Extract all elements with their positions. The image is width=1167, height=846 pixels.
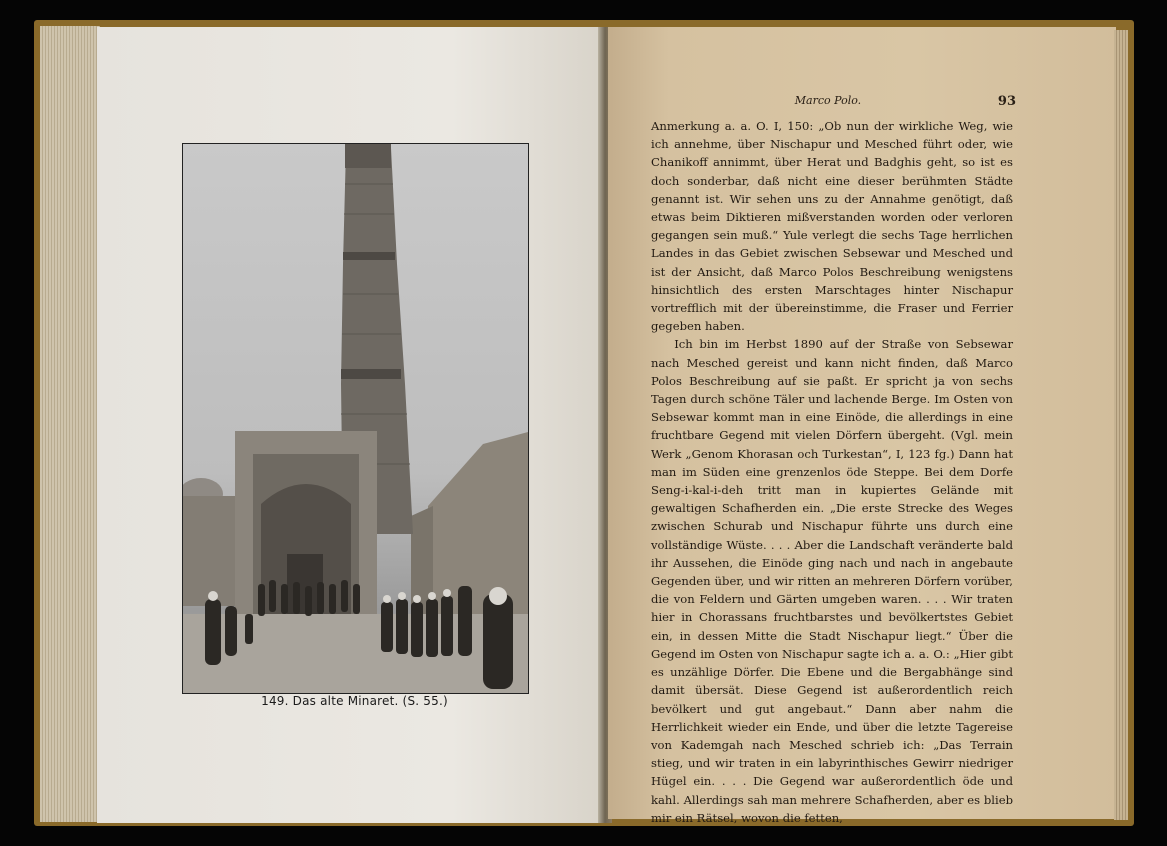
body-text [651, 117, 1013, 827]
minaret-photo-illustration [183, 144, 528, 693]
running-title: Marco Polo. [794, 94, 862, 107]
paragraph: Ich bin im Herbst 1890 auf der Straße von Sebsewar nach Mesched gereist und kann nicht finden, daß Marco Polos Beschreibung auf sie paßt. Er spricht ja von sechs Tagen durch schöne Täler und lachende Berge. Im Osten von Sebsewar kommt man in eine Einöde, die allerdings in eine fruchtbare Gegend mit vielen Dörfern übergeht. (Vgl. mein Werk „Genom Khorasan och Turkestan“, I, 123 fg.) Dann hat man im Süden eine grenzenlos öde Steppe. Bei dem Dorfe Seng-i-kal-i-deh tritt man in kupiertes Gelände mit gewaltigen Schafherden ein. „Die erste Strecke des Weges zwischen Schurab und Nischapur führte uns durch eine vollständige Wüste. . . . Aber die Landschaft veränderte bald ihr Aussehen, die Einöde ging nach und nach in angebaute Gegenden über, und wir ritten an mehreren Dörfern vorüber, die von Feldern und Gärten umgeben waren. . . . Wir traten hier in Chorassans fruchtbarstes und bevölkertstes Gebiet ein, in dessen Mitte die Stadt Nischapur liegt.“ Über die Gegend im Osten von Nischapur sagte ich a. a. O.: „Hier gibt es unzählige Dörfer. Die Ebene und die Bergabhänge sind damit übersät. Diese Gegend ist außerordentlich reich bevölkert und gut angebaut.“ Dann aber nahm die Herrlichkeit wieder ein Ende, und über die letzte Tagereise von Kademgah nach Mesched schrieb ich: „Das Terrain stieg, und wir traten in ein labyrinthisches Gewirr niedriger Hügel ein. . . . Die Gegend war außerordentlich öde und kahl. Allerdings sah man mehrere Schafherden, aber es blieb mir ein Rätsel, wovon die fetten, [651, 337, 1013, 825]
page-number: 93 [997, 94, 1016, 109]
right-page-stack [1114, 30, 1128, 820]
paragraph: Anmerkung a. a. O. I, 150: „Ob nun der wirkliche Weg, wie ich annehme, über Nischapur und Mesched führt oder, wie Chanikoff annimmt, über Herat und Badghis geht, so ist es doch sonderbar, daß nicht eine dieser berühmten Städte genannt ist. Wir sehen uns zu der Annahme genötigt, daß etwas beim Diktieren mißverstanden worden oder verloren gegangen sein muß.“ Yule verlegt die sechs Tage herrlichen Landes in das Gebiet zwischen Sebsewar und Mesched und ist der Ansicht, daß Marco Polos Beschreibung wenigstens hinsichtlich des ersten Marschtages hinter Nischapur vortrefflich mit der übereinstimme, die Fraser und Ferrier gegeben haben. [651, 119, 1013, 334]
figure-caption: 149. Das alte Minaret. (S. 55.) [261, 694, 448, 708]
left-page-stack [40, 26, 100, 822]
minaret-photograph [182, 143, 529, 694]
